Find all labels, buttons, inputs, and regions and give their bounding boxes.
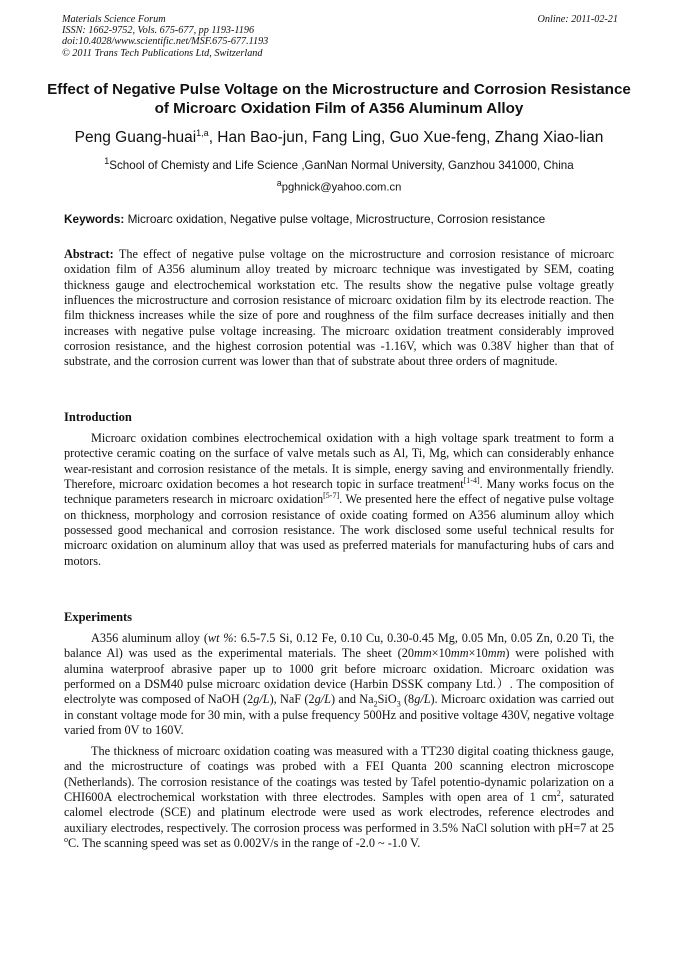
exp-text: ×10 — [468, 646, 488, 661]
exp-text: ). Microarc oxidation was carried out in constant voltage mode for 30 min, with a pulse frequency 500Hz and positive voltage 430V, negative voltage varied from 0V to 160V. — [64, 692, 614, 738]
affiliation-mark: 1 — [104, 156, 110, 166]
exp-italic: g/L — [314, 692, 331, 707]
experiments-heading: Experiments — [64, 610, 133, 624]
exp-text: SiO — [377, 692, 397, 707]
first-author-affil-mark: 1,a — [196, 128, 209, 138]
affiliation-text: School of Chemisty and Life Science ,GanNan Normal University, Ganzhou 341000, China — [109, 158, 574, 172]
abstract-label: Abstract: — [64, 247, 114, 261]
intro-text-2: . Many works focus on the technique parameters research in microarc oxidation — [64, 477, 615, 507]
exp-text: ) and Na — [330, 692, 374, 707]
keywords-text: Microarc oxidation, Negative pulse voltage, Microstructure, Corrosion resistance — [124, 212, 546, 226]
exp-text: (8 — [400, 692, 415, 707]
experiments-paragraph-2 — [64, 744, 614, 851]
exp-text: C. The scanning speed was set as 0.002V/s in the range of -2.0 ~ -1.0 V. — [68, 836, 421, 851]
other-authors: , Han Bao-jun, Fang Ling, Guo Xue-feng, Zhang Xiao-lian — [208, 129, 604, 147]
exp-text: : 6.5-7.5 Si, 0.12 Fe, 0.10 Cu, 0.30-0.45 Mg, 0.05 Mn, 0.05 Zn, 0.20 Ti, the balance Al) was used as the experimental materials. The sheet (20 — [64, 631, 614, 661]
exp-italic: g/L — [414, 692, 431, 707]
email-address: pghnick@yahoo.com.cn — [281, 181, 402, 194]
exp-italic: mm — [487, 646, 506, 661]
journal-doi: doi:10.4028/www.scientific.net/MSF.675-677.1193 — [62, 36, 269, 48]
citation-1-4: [1-4] — [463, 475, 480, 485]
experiments-paragraph-1 — [64, 631, 614, 738]
citation-5-7: [5-7] — [323, 491, 340, 501]
exp-superscript: o — [64, 834, 68, 844]
exp-text: ×10 — [431, 646, 451, 661]
journal-issn: ISSN: 1662-9752, Vols. 675-677, pp 1193-1196 — [62, 25, 255, 37]
email-mark: a — [276, 178, 282, 188]
introduction-heading: Introduction — [64, 410, 132, 424]
exp-text: ) were polished with alumina waterproof abrasive paper up to 1000 grit before microarc oxidation. Microarc oxidation was performed on a DSM40 pulse microarc oxidation device (Harbin DSSK company Ltd.）. The composition of electrolyte was composed of NaOH (2 — [64, 646, 614, 707]
exp-superscript: 2 — [556, 788, 561, 798]
exp-text: , saturated calomel electrode (SCE) and platinum electrode were used as work electrodes, reference electrodes and auxiliary electrodes, respectively. The corrosion process was performed in 3.5% NaCl solution with pH=7 at 25 — [64, 790, 615, 835]
exp-italic: wt % — [207, 631, 234, 645]
author-list — [20, 128, 658, 147]
exp-text: The thickness of microarc oxidation coating was measured with a TT230 digital coating thickness gauge, and the microstructure of coatings was probed with a FEI Quanta 200 scanning electron microscope (Netherlands). The corrosion resistance of the coatings was tested by Tafel potentio-dynamic polarization on a CHI600A electrochemical workstation with three electrodes. Samples with open area of 1 cm — [64, 744, 614, 805]
exp-italic: mm — [450, 646, 469, 661]
exp-text: ), NaF (2 — [269, 692, 315, 707]
intro-text-3: . We presented here the effect of negative pulse voltage on thickness, morphology and corrosion resistance of oxide coating formed on A356 aluminum alloy which possessed good mechanical and corrosion resistance. The work disclosed some useful technical results for microarc oxidation on aluminum alloy that was used as preferred materials for manufacturing hubs of cars and motors. — [64, 492, 614, 568]
exp-italic: mm — [413, 646, 432, 661]
exp-subscript: 3 — [396, 699, 401, 709]
paper-title: Effect of Negative Pulse Voltage on the Microstructure and Corrosion Resistance of Microarc Oxidation Film of A356 Aluminum Alloy — [47, 81, 631, 117]
online-date: Online: 2011-02-21 — [537, 14, 618, 25]
abstract — [64, 247, 614, 370]
affiliation — [20, 156, 658, 172]
journal-name: Materials Science Forum — [62, 14, 166, 25]
exp-text: A356 aluminum alloy ( — [91, 631, 208, 645]
keywords — [64, 212, 624, 226]
exp-italic: g/L — [253, 692, 270, 707]
author-email — [20, 178, 658, 194]
journal-copyright: © 2011 Trans Tech Publications Ltd, Switzerland — [62, 47, 263, 59]
first-author: Peng Guang-huai — [74, 129, 197, 147]
intro-text-1: Microarc oxidation combines electrochemical oxidation with a high voltage spark treatment to form a protective ceramic coating on the surface of valve metals such as Al, Ti, Mg, which can considerably enhance wear-resistant and corrosion resistance of the metals. It is simple, energy saving and environmentally friendly. Therefore, microarc oxidation becomes a hot research topic in surface treatment — [64, 431, 614, 492]
exp-subscript: 2 — [373, 699, 378, 709]
introduction-paragraph — [64, 431, 614, 569]
journal-header — [62, 14, 618, 59]
keywords-label: Keywords: — [64, 212, 125, 226]
abstract-text: The effect of negative pulse voltage on the microstructure and corrosion resistance of microarc oxidation film of A356 aluminum alloy treated by microarc technique was investigated by SEM, coating thickness gauge and electrochemical workstation etc. The results show the negative pulse voltage greatly influences the microstructure and corrosion resistance of microarc oxidation film by its electrode reaction. The film thickness increases while the size of pore and roughness of the film surface decreases initially and then increases with negative pulse voltage increasing. The microarc oxidation treatment considerably improved corrosion resistance, and the highest corrosion potential was -1.16V, which was 0.38V higher than that of substrate, and the corrosion current was lower than that of substrate about three orders of magnitude. — [64, 247, 614, 369]
